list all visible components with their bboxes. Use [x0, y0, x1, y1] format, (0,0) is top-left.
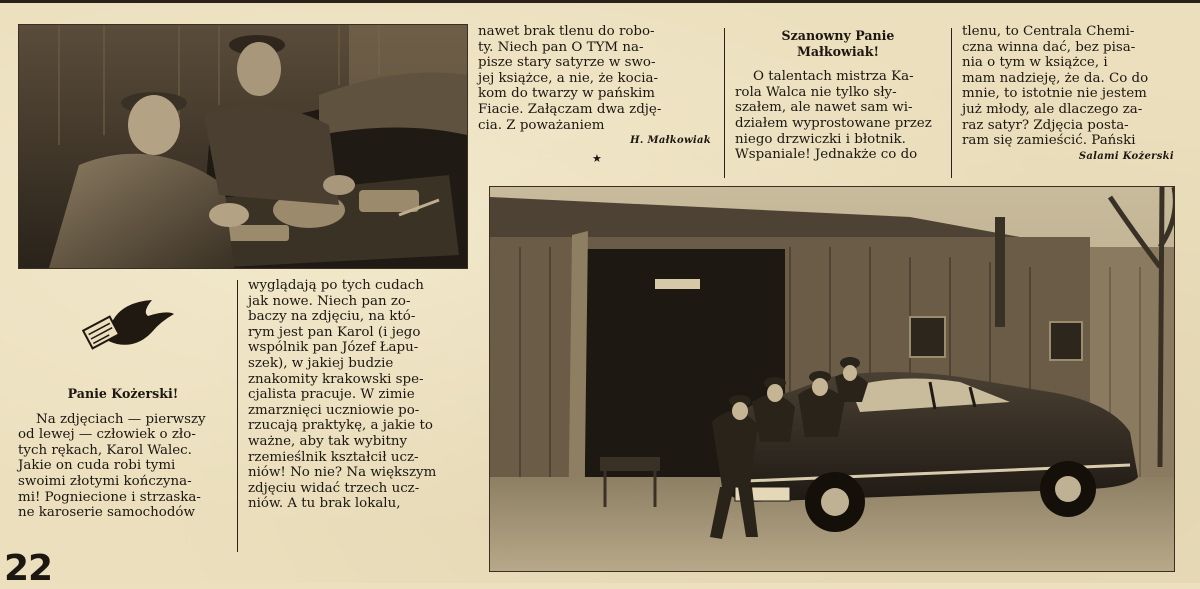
- text-line: niów! No nie? Na większym: [248, 465, 437, 481]
- text-line: Wspaniale! Jednakże co do: [735, 147, 918, 163]
- text-line: rzemieślnik kształcił ucz-: [248, 449, 419, 465]
- signature-kozerski: Salami Kożerski: [1078, 150, 1174, 162]
- letter-column-top-right: [962, 24, 1174, 164]
- text-line: niów. A tu brak lokalu,: [248, 496, 401, 512]
- text-line: zmarznięci uczniowie po-: [248, 402, 420, 418]
- column-rule-3: [237, 280, 238, 552]
- text-line: mnie, to istotnie nie jestem: [962, 86, 1147, 102]
- reply-heading-line1: Szanowny Panie: [781, 28, 895, 43]
- text-line: niego drzwiczki i błotnik.: [735, 131, 906, 147]
- reply-heading-line2: Małkowiak!: [796, 43, 880, 59]
- text-line: znakomity krakowski spe-: [248, 371, 424, 387]
- photo-garage-car: [489, 186, 1175, 572]
- text-line: rzucają praktykę, a jakie to: [248, 418, 433, 434]
- text-line: jej książce, a nie, że kocia-: [478, 70, 659, 86]
- text-line: O talentach mistrza Ka-: [753, 69, 914, 85]
- photo-mechanics-engine-image: [19, 25, 467, 268]
- text-line: zdjęciu widać trzech ucz-: [248, 480, 420, 496]
- text-line: szałem, ale nawet sam wi-: [735, 100, 913, 116]
- text-line: mam nadzieję, że da. Co do: [962, 70, 1149, 86]
- text-line: tych rękach, Karol Walec.: [18, 442, 192, 458]
- reply-heading: [735, 28, 941, 44]
- star-ornament: ★: [592, 152, 602, 165]
- reply-heading-2: [735, 44, 941, 60]
- text-line: Na zdjęciach — pierwszy: [36, 411, 206, 427]
- text-line: ram się zamieścić. Pański: [962, 133, 1136, 149]
- letter-column-bottom-middle: [248, 278, 466, 512]
- text-line: baczy na zdjęciu, na któ-: [248, 309, 416, 325]
- text-line: cjalista pracuje. W zimie: [248, 387, 415, 403]
- text-line: raz satyr? Zdjęcia posta-: [962, 117, 1129, 133]
- photo-garage-car-image: [490, 187, 1174, 571]
- text-line: nawet brak tlenu do robo-: [478, 24, 655, 39]
- text-line: kom do twarzy w pańskim: [478, 86, 655, 102]
- page-number: 22: [4, 548, 53, 589]
- text-line: mi! Pogniecione i strzaska-: [18, 489, 201, 505]
- text-line: działem wyprostowane przez: [735, 115, 932, 131]
- text-line: tlenu, to Centrala Chemi-: [962, 24, 1135, 39]
- text-line: cia. Z poważaniem: [478, 117, 605, 133]
- text-line: Jakie on cuda robi tymi: [18, 458, 176, 474]
- letter-column-top-middle: [478, 24, 711, 149]
- top-rule: [0, 0, 1200, 3]
- text-line: już młody, ale dlaczego za-: [962, 101, 1143, 117]
- text-line: czna winna dać, bez pisa-: [962, 39, 1136, 55]
- text-line: ty. Niech pan O TYM na-: [478, 39, 644, 55]
- text-line: ważne, aby tak wybitny: [248, 433, 408, 449]
- photo-mechanics-engine: [18, 24, 468, 269]
- text-line: nia o tym w książce, i: [962, 55, 1108, 71]
- text-line: wyglądają po tych cudach: [248, 278, 424, 293]
- text-line: ne karoserie samochodów: [18, 505, 195, 521]
- text-line: Fiacie. Załączam dwa zdję-: [478, 101, 662, 117]
- column-rule-1: [724, 28, 725, 178]
- signature-malkowiak: H. Małkowiak: [630, 135, 711, 147]
- text-line: wspólnik pan Józef Łapu-: [248, 340, 419, 356]
- text-line: swoimi złotymi kończyna-: [18, 473, 192, 489]
- text-line: pisze stary satyrze w swo-: [478, 55, 656, 71]
- letter-column-bottom-left: [18, 386, 228, 521]
- text-line: rola Walca nie tylko sły-: [735, 84, 897, 100]
- letter-column-reply: [735, 28, 941, 163]
- text-line: szek), w jakiej budzie: [248, 355, 394, 371]
- text-line: od lewej — człowiek o zło-: [18, 427, 196, 443]
- text-line: jak nowe. Niech pan zo-: [248, 293, 411, 309]
- text-line: rym jest pan Karol (i jego: [248, 324, 421, 340]
- column-rule-2: [951, 28, 952, 178]
- letter-heading: Panie Kożerski!: [67, 386, 179, 401]
- dove-letter-icon: [82, 292, 176, 356]
